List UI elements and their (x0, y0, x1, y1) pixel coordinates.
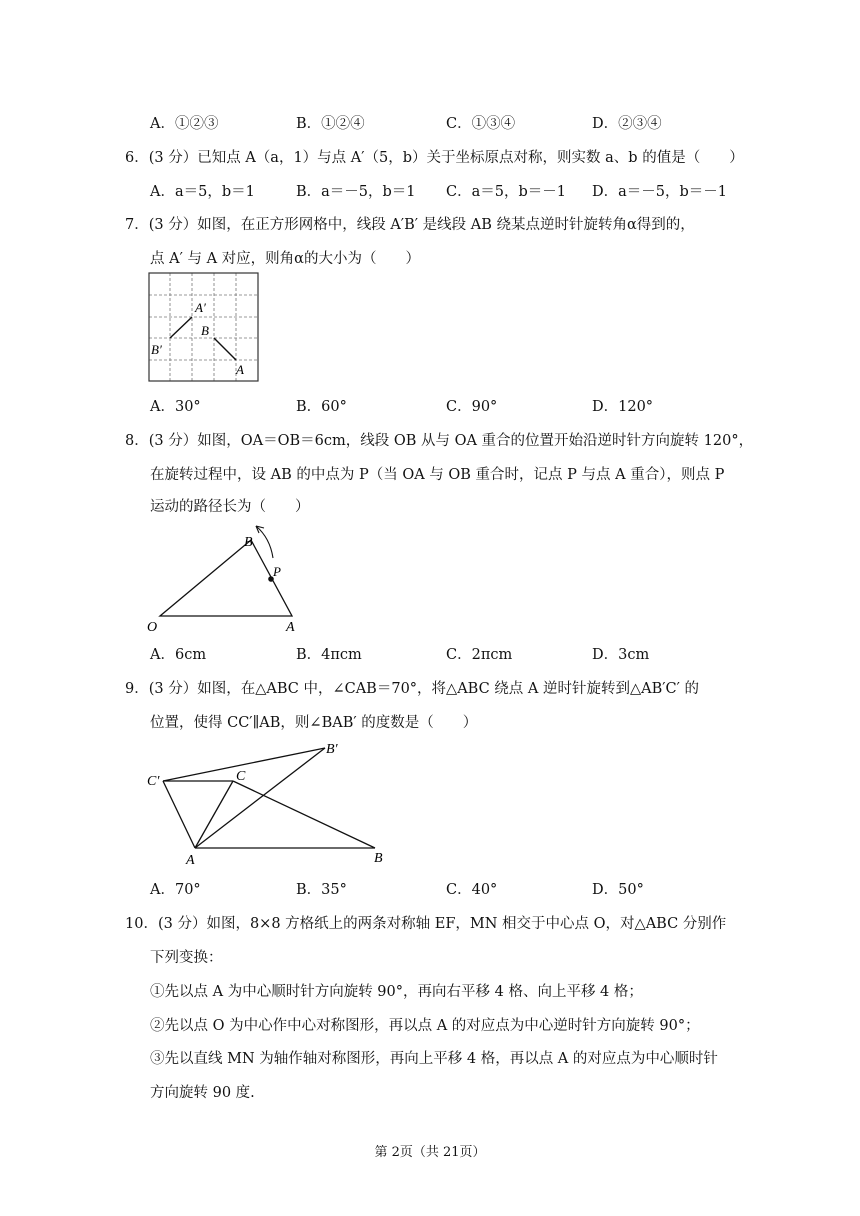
label-a: A (236, 362, 244, 377)
label-o: O (147, 620, 158, 635)
q9-options (150, 878, 750, 900)
q8-option-b[interactable]: B．4πcm (296, 647, 362, 663)
q5-option-c[interactable]: C．①③④ (446, 116, 516, 132)
q6-stem: 6．(3 分）已知点 A（a，1）与点 A′（5，b）关于坐标原点对称，则实数 a、b 的值是（ ） (125, 150, 744, 166)
label-c-prime: C′ (147, 774, 160, 789)
q7-grid-figure (148, 272, 262, 384)
q8-stem-line1: 8．(3 分）如图，OA＝OB＝6cm，线段 OB 从与 OA 重合的位置开始沿逆时针方向旋转 120°， (125, 433, 754, 449)
q5-option-d[interactable]: D．②③④ (592, 116, 662, 132)
q7-options (150, 395, 750, 417)
q9-option-d[interactable]: D．50° (592, 882, 644, 898)
q10-transform-3-line2: 方向旋转 90 度. (150, 1085, 255, 1101)
label-a: A (186, 853, 195, 868)
q10-transform-1: ①先以点 A 为中心顺时针方向旋转 90°，再向右平移 4 格、向上平移 4 格； (150, 984, 643, 1000)
q9-stem-line1: 9．(3 分）如图，在△ABC 中，∠CAB＝70°，将△ABC 绕点 A 逆时针旋转到△AB′C′ 的 (125, 681, 700, 697)
q8-stem-line2: 在旋转过程中，设 AB 的中点为 P（当 OA 与 OB 重合时，记点 P 与点 A 重合），则点 P (150, 467, 725, 483)
q6-option-d[interactable]: D．a＝－5，b＝－1 (592, 184, 728, 200)
q5-options (150, 112, 750, 134)
label-a-prime: A′ (195, 300, 206, 315)
q10-stem-line2: 下列变换： (150, 950, 223, 966)
q9-option-c[interactable]: C．40° (446, 882, 498, 898)
page-footer: 第 2页（共 21页） (374, 1145, 486, 1160)
q6-options (150, 180, 750, 202)
q8-option-d[interactable]: D．3cm (592, 647, 650, 663)
label-a: A (286, 620, 295, 635)
q7-stem-line2: 点 A′ 与 A 对应，则角α的大小为（ ） (150, 251, 420, 267)
q7-option-c[interactable]: C．90° (446, 399, 498, 415)
q9-stem-line2: 位置，使得 CC′∥AB，则∠BAB′ 的度数是（ ） (150, 715, 478, 731)
q10-transform-2: ②先以点 O 为中心作中心对称图形，再以点 A 的对应点为中心逆时针方向旋转 90°； (150, 1018, 700, 1034)
label-b: B (201, 323, 209, 338)
q6-option-c[interactable]: C．a＝5，b＝－1 (446, 184, 566, 200)
label-b-prime: B′ (326, 742, 338, 757)
q9-option-a[interactable]: A．70° (150, 882, 201, 898)
q9-triangle-figure (145, 738, 395, 868)
q5-option-b[interactable]: B．①②④ (296, 116, 365, 132)
q7-stem-line1: 7．(3 分）如图，在正方形网格中，线段 A′B′ 是线段 AB 绕某点逆时针旋转角α得到的， (125, 217, 695, 233)
q7-option-a[interactable]: A．30° (150, 399, 201, 415)
label-b-prime: B′ (151, 342, 162, 357)
label-p: P (273, 564, 281, 579)
q8-option-c[interactable]: C．2πcm (446, 647, 513, 663)
label-b: B (244, 535, 253, 550)
q9-option-b[interactable]: B．35° (296, 882, 347, 898)
segment-a-prime-b-prime (170, 317, 192, 338)
q8-stem-line3: 运动的路径长为（ ） (150, 499, 310, 515)
q10-stem-line1: 10．(3 分）如图，8×8 方格纸上的两条对称轴 EF，MN 相交于中心点 O，对△ABC 分别作 (125, 916, 727, 932)
q10-transform-3-line1: ③先以直线 MN 为轴作轴对称图形，再向上平移 4 格，再以点 A 的对应点为中心顺时针 (150, 1051, 718, 1067)
q8-triangle-figure (140, 520, 310, 635)
q5-option-a[interactable]: A．①②③ (150, 116, 219, 132)
q6-option-a[interactable]: A．a＝5，b＝1 (150, 184, 255, 200)
q8-options (150, 643, 750, 665)
q7-option-d[interactable]: D．120° (592, 399, 654, 415)
q7-option-b[interactable]: B．60° (296, 399, 347, 415)
q8-option-a[interactable]: A．6cm (150, 647, 207, 663)
label-b: B (374, 851, 383, 866)
q6-option-b[interactable]: B．a＝－5，b＝1 (296, 184, 416, 200)
label-c: C (236, 769, 246, 784)
segment-a-b (214, 338, 236, 360)
